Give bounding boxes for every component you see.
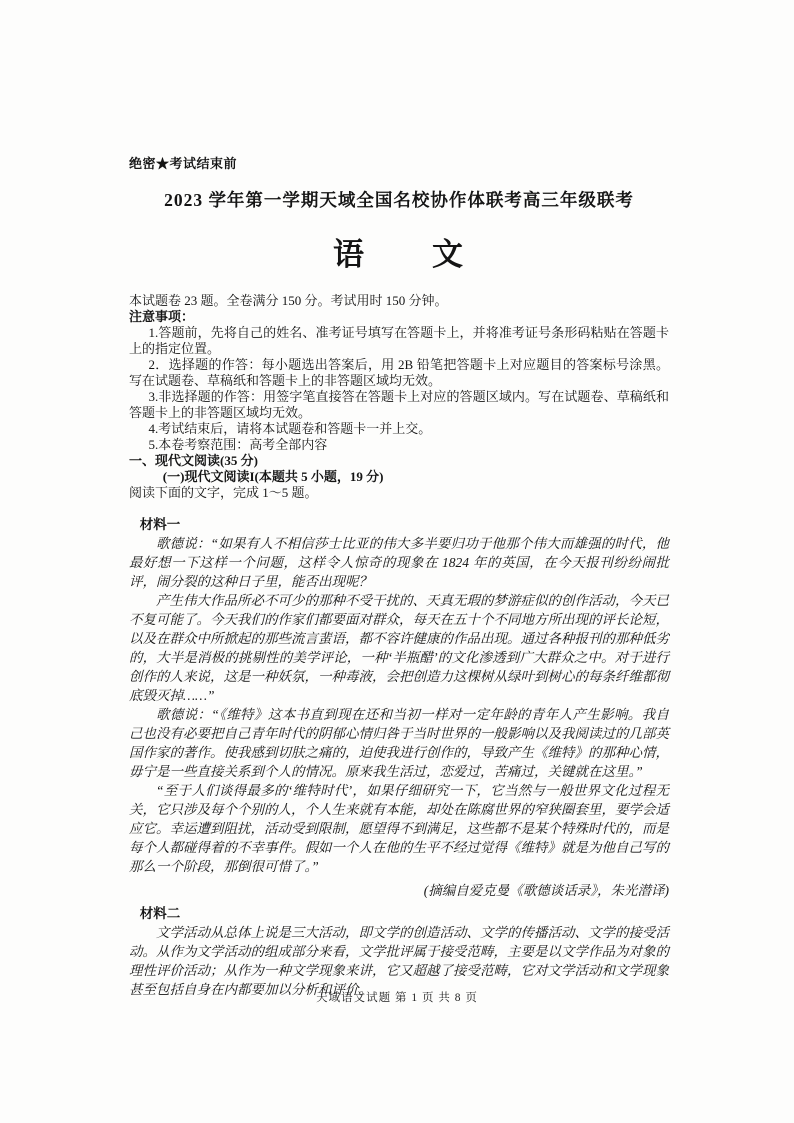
material1-paragraphs — [129, 534, 669, 876]
reading-instruction: 阅读下面的文字，完成 1～5 题。 — [129, 485, 318, 500]
subject-title: 语 文 — [333, 237, 465, 272]
material2-paragraphs — [129, 923, 669, 999]
notice-list — [129, 325, 669, 453]
classification-label: 绝密★考试结束前 — [129, 156, 238, 171]
material1-paragraph: “至于人们谈得最多的‘维特时代’，如果仔细研究一下，它当然与一般世界文化过程无关，它只涉及每个个别的人，个人生来就有本能，却处在陈腐世界的窄狭圈套里，要学会适应它。幸运遭到阻扰，活动受到限制，愿望得不到满足，这些都不是某个特殊时代的，而是每个人都碰得着的不幸事件。假如一个人在他的生平不经过觉得《维特》就是为他自己写的那么一个阶段，那倒很可惜了。” — [129, 783, 669, 874]
notice-item: 1.答题前，先将自己的姓名、准考证号填写在答题卡上，并将准考证号条形码粘贴在答题卡上的指定位置。 — [129, 325, 669, 356]
paper-info: 本试题卷 23 题。全卷满分 150 分。考试用时 150 分钟。 — [129, 293, 448, 308]
notice-item: 3.非选择题的作答：用签字笔直接答在答题卡上对应的答题区域内。写在试题卷、草稿纸和答题卡上的非答题区域均无效。 — [129, 389, 669, 420]
material1-paragraph: 歌德说：“如果有人不相信莎士比亚的伟大多半要归功于他那个伟大而雄强的时代，他最好想一下这样一个问题，这样令人惊奇的现象在 1824 年的英国，在今天报刊纷纷闹批评，闹分裂的这种日子里，能否出现呢？ — [129, 536, 669, 589]
subsection-heading-reading-1: (一)现代文阅读I(本题共 5 小题，19 分) — [162, 469, 384, 484]
notice-item: 4.考试结束后，请将本试题卷和答题卡一并上交。 — [148, 421, 432, 436]
material-block — [129, 515, 669, 999]
material1-heading: 材料一 — [139, 517, 181, 532]
material1-attribution: (摘编自爱克曼《歌德谈话录》，朱光潜译) — [423, 883, 669, 898]
material2-heading: 材料二 — [139, 906, 181, 921]
page-content — [129, 153, 669, 999]
notice-title: 注意事项： — [129, 309, 195, 324]
material1-paragraph: 产生伟大作品所必不可少的那种不受干扰的、天真无瑕的梦游症似的创作活动，今天已不复可能了。今天我们的作家们都要面对群众，每天在五十个不同地方所出现的评长论短，以及在群众中所掀起的那些流言蜚语，都不容许健康的作品出现。通过各种报刊的那种低劣的，大半是消极的挑剔性的美学评论，一种‘半瓶醋’的文化渗透到广大群众之中。对于进行创作的人来说，这是一种妖氛，一种毒液，会把创造力这棵树从绿叶到树心的每条纤维都彻底毁灭掉……” — [129, 593, 669, 703]
exam-title: 2023 学年第一学期天域全国名校协作体联考高三年级联考 — [164, 190, 634, 210]
page-footer: 天域语文试题 第 1 页 共 8 页 — [316, 992, 478, 1004]
notice-item: 2．选择题的作答：每小题选出答案后，用 2B 铅笔把答题卡上对应题目的答案标号涂黑。写在试题卷、草稿纸和答题卡上的非答题区域均无效。 — [129, 357, 669, 388]
notice-item: 5.本卷考察范围：高考全部内容 — [148, 437, 328, 452]
notice-block — [129, 293, 669, 501]
material1-paragraph: 歌德说：“《维特》这本书直到现在还和当初一样对一定年龄的青年人产生影响。我自己也没有必要把自己青年时代的阴郁心情归咎于当时世界的一般影响以及我阅读过的几部英国作家的著作。使我感到切肤之痛的，迫使我进行创作的，导致产生《维特》的那种心情，毋宁是一些直接关系到个人的情况。原来我生活过，恋爱过，苦痛过，关键就在这里。” — [129, 707, 669, 779]
material2-paragraph: 文学活动从总体上说是三大活动，即文学的创造活动、文学的传播活动、文学的接受活动。从作为文学活动的组成部分来看，文学批评属于接受范畴，主要是以文学作品为对象的理性评价活动；从作为一种文学现象来讲，它又超越了接受范畴，它对文学活动和文学现象甚至包括自身在内都要加以分析和评价。 — [129, 925, 669, 997]
section-heading-modern-reading: 一、现代文阅读(35 分) — [129, 453, 258, 468]
